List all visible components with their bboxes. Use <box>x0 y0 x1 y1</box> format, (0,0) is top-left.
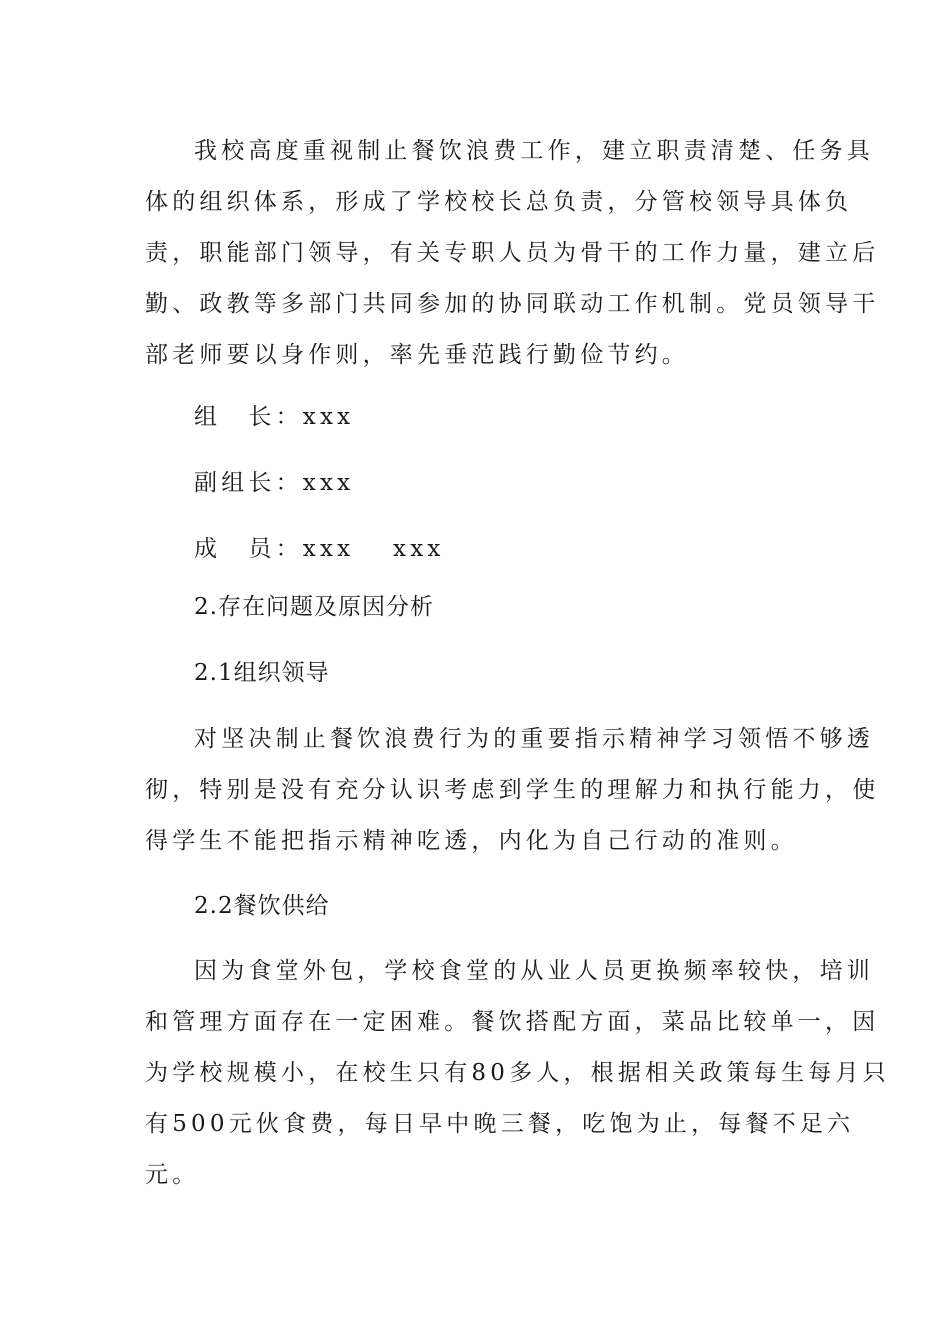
group-leader-line: 组 长：xxx <box>194 404 355 430</box>
paragraph-line: 我校高度重视制止餐饮浪费工作，建立职责清楚、任务具 <box>194 138 874 164</box>
section-heading: 2.存在问题及原因分析 <box>194 594 434 620</box>
paragraph-line: 责，职能部门领导，有关专职人员为骨干的工作力量，建立后 <box>145 240 880 266</box>
paragraph-line: 得学生不能把指示精神吃透，内化为自己行动的准则。 <box>145 828 798 854</box>
paragraph-line: 部老师要以身作则，率先垂范践行勤俭节约。 <box>145 342 689 368</box>
paragraph-line: 因为食堂外包，学校食堂的从业人员更换频率较快，培训 <box>194 958 874 984</box>
paragraph-line: 彻，特别是没有充分认识考虑到学生的理解力和执行能力，使 <box>145 777 880 803</box>
subsection-heading: 2.2餐饮供给 <box>194 893 330 919</box>
paragraph-line: 勤、政教等多部门共同参加的协同联动工作机制。党员领导干 <box>145 291 880 317</box>
paragraph-line: 和管理方面存在一定困难。餐饮搭配方面，菜品比较单一，因 <box>145 1009 880 1035</box>
paragraph-line: 为学校规模小，在校生只有80多人，根据相关政策每生每月只 <box>145 1060 890 1086</box>
paragraph-line: 元。 <box>145 1162 200 1188</box>
paragraph-line: 体的组织体系，形成了学校校长总负责，分管校领导具体负 <box>145 189 853 215</box>
paragraph-line: 有500元伙食费，每日早中晚三餐，吃饱为止，每餐不足六 <box>145 1111 855 1137</box>
deputy-leader-line: 副组长：xxx <box>194 470 355 496</box>
members-line: 成 员：xxx xxx <box>194 536 445 562</box>
paragraph-line: 对坚决制止餐饮浪费行为的重要指示精神学习领悟不够透 <box>194 726 874 752</box>
subsection-heading: 2.1组织领导 <box>194 660 330 686</box>
